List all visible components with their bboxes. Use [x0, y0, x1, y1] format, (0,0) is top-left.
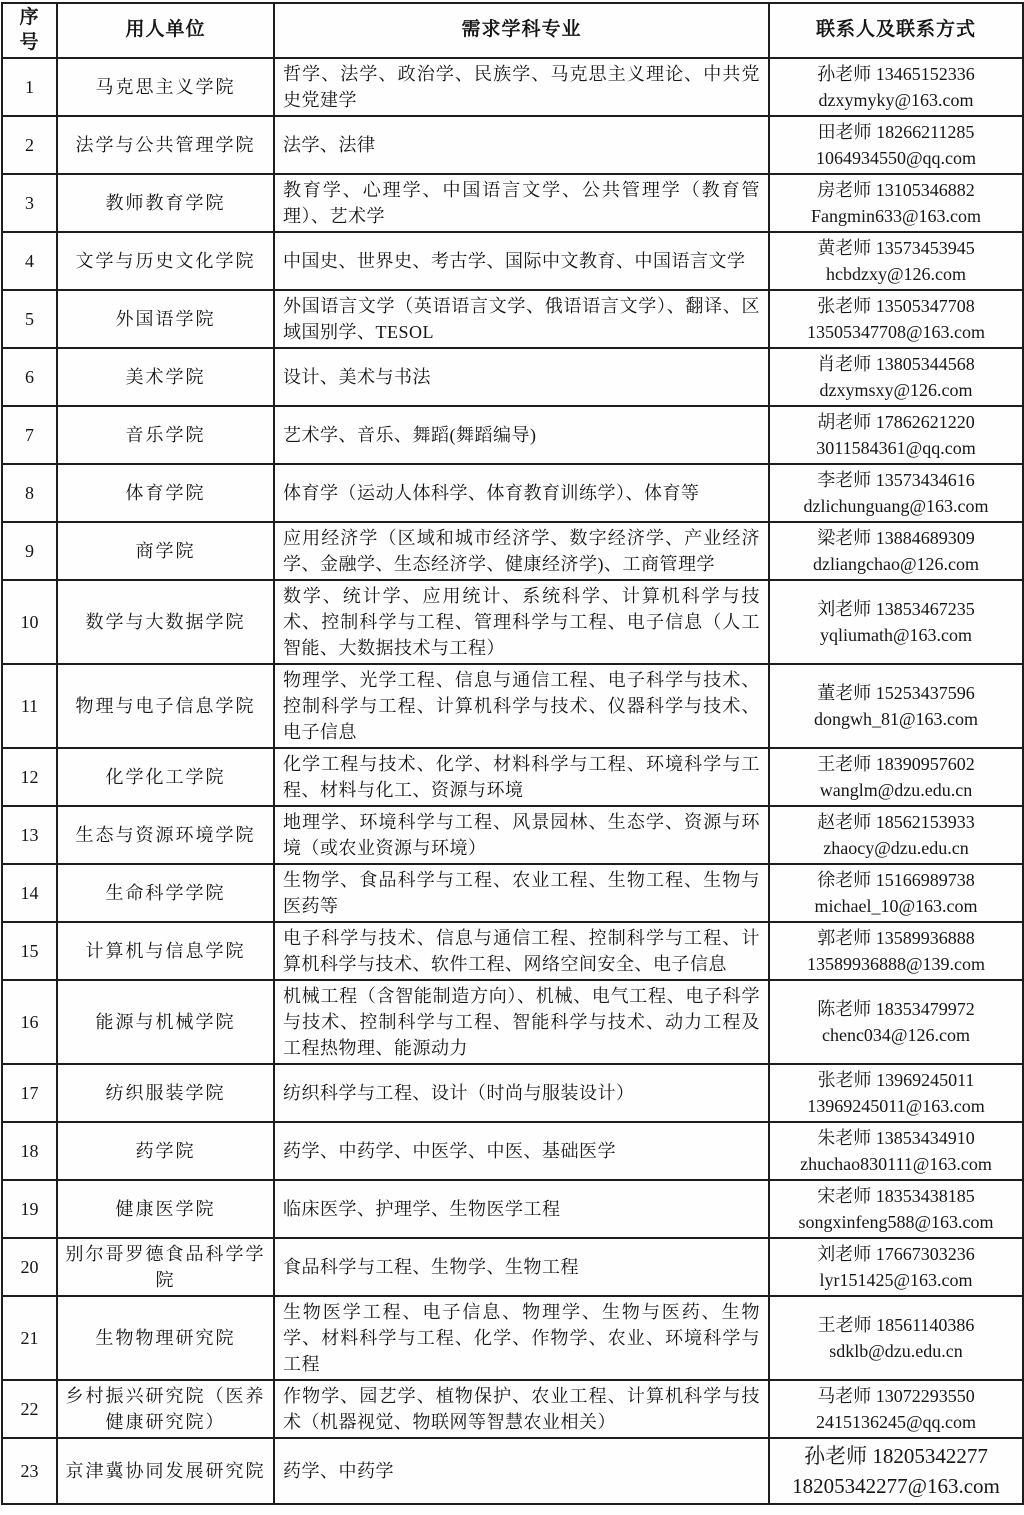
majors-text: 临床医学、护理学、生物医学工程: [274, 1180, 769, 1238]
row-number: 18: [2, 1122, 57, 1180]
contact-email: chenc034@126.com: [821, 1025, 971, 1046]
table-row: [2, 406, 1023, 464]
unit-name: 外国语学院: [57, 290, 274, 348]
contact-email: dzxymsxy@126.com: [819, 380, 973, 401]
contact-email: lyr151425@163.com: [819, 1270, 973, 1291]
contact-email: yqliumath@163.com: [819, 625, 973, 646]
row-number: 10: [2, 580, 57, 664]
contact-info: [769, 406, 1023, 464]
table-row: [2, 980, 1023, 1064]
row-number: 8: [2, 464, 57, 522]
row-number: 6: [2, 348, 57, 406]
table-row: [2, 664, 1023, 748]
contact-info: [769, 1180, 1023, 1238]
contact-email: dzlichunguang@163.com: [803, 496, 989, 517]
contact-person-phone: 赵老师 18562153933: [817, 812, 975, 833]
majors-text: 地理学、环境科学与工程、风景园林、生态学、资源与环境（或农业资源与环境）: [274, 806, 769, 864]
contact-info: [769, 1438, 1023, 1504]
row-number: 19: [2, 1180, 57, 1238]
contact-email: Fangmin633@163.com: [810, 206, 982, 227]
unit-name: 健康医学院: [57, 1180, 274, 1238]
majors-text: 生物医学工程、电子信息、物理学、生物与医药、生物学、材料科学与工程、化学、作物学、农业、环境科学与工程: [274, 1296, 769, 1380]
unit-name: 生物物理研究院: [57, 1296, 274, 1380]
contact-email: 1064934550@qq.com: [815, 148, 977, 169]
contact-person-phone: 朱老师 13853434910: [817, 1128, 975, 1149]
row-number: 14: [2, 864, 57, 922]
unit-name: 音乐学院: [57, 406, 274, 464]
contact-info: [769, 290, 1023, 348]
unit-name: 文学与历史文化学院: [57, 232, 274, 290]
majors-text: 纺织科学与工程、设计（时尚与服装设计）: [274, 1064, 769, 1122]
unit-name: 药学院: [57, 1122, 274, 1180]
contact-info: [769, 58, 1023, 116]
contact-person-phone: 张老师 13969245011: [817, 1070, 975, 1091]
contact-email: dzliangchao@126.com: [812, 554, 980, 575]
contact-person-phone: 王老师 18390957602: [817, 754, 975, 775]
unit-name: 商学院: [57, 522, 274, 580]
unit-name: 京津冀协同发展研究院: [57, 1438, 274, 1504]
row-number: 5: [2, 290, 57, 348]
col-header-no: [2, 3, 57, 58]
table-row: [2, 580, 1023, 664]
contact-email: dzxymyky@163.com: [818, 90, 974, 111]
table-row: [2, 1180, 1023, 1238]
contact-email: zhuchao830111@163.com: [800, 1154, 992, 1175]
majors-text: 哲学、法学、政治学、民族学、马克思主义理论、中共党史党建学: [274, 58, 769, 116]
row-number: 15: [2, 922, 57, 980]
row-number: 12: [2, 748, 57, 806]
contact-person-phone: 王老师 18561140386: [817, 1315, 975, 1336]
table-row: [2, 1380, 1023, 1438]
row-number: 1: [2, 58, 57, 116]
majors-text: 设计、美术与书法: [274, 348, 769, 406]
contact-info: [769, 748, 1023, 806]
majors-text: 电子科学与技术、信息与通信工程、控制科学与工程、计算机科学与技术、软件工程、网络空间安全、电子信息: [274, 922, 769, 980]
row-number: 13: [2, 806, 57, 864]
col-header-contact: 联系人及联系方式: [769, 3, 1023, 58]
unit-name: 化学化工学院: [57, 748, 274, 806]
majors-text: 化学工程与技术、化学、材料科学与工程、环境科学与工程、材料与化工、资源与环境: [274, 748, 769, 806]
contact-person-phone: 肖老师 13805344568: [817, 354, 975, 375]
contact-info: [769, 580, 1023, 664]
unit-name: 生态与资源环境学院: [57, 806, 274, 864]
contact-person-phone: 马老师 13072293550: [817, 1386, 975, 1407]
contact-info: [769, 980, 1023, 1064]
contact-person-phone: 田老师 18266211285: [817, 122, 975, 143]
table-row: [2, 290, 1023, 348]
unit-name: 法学与公共管理学院: [57, 116, 274, 174]
majors-text: 体育学（运动人体科学、体育教育训练学）、体育等: [274, 464, 769, 522]
row-number: 3: [2, 174, 57, 232]
table-row: [2, 1438, 1023, 1504]
contact-email: hcbdzxy@126.com: [825, 264, 967, 285]
unit-name: 别尔哥罗德食品科学学院: [57, 1238, 274, 1296]
table-row: [2, 522, 1023, 580]
col-header-majors: 需求学科专业: [274, 3, 769, 58]
row-number: 22: [2, 1380, 57, 1438]
majors-text: 药学、中药学、中医学、中医、基础医学: [274, 1122, 769, 1180]
table-row: [2, 464, 1023, 522]
row-number: 7: [2, 406, 57, 464]
row-number: 4: [2, 232, 57, 290]
contact-info: [769, 1122, 1023, 1180]
contact-email: 3011584361@qq.com: [816, 438, 976, 459]
header-row: [2, 3, 1023, 58]
table-row: [2, 748, 1023, 806]
contact-email: 13505347708@163.com: [806, 322, 986, 343]
contact-info: [769, 348, 1023, 406]
majors-text: 物理学、光学工程、信息与通信工程、电子科学与技术、控制科学与工程、计算机科学与技术、仪器科学与技术、电子信息: [274, 664, 769, 748]
unit-name: 马克思主义学院: [57, 58, 274, 116]
contact-email: dongwh_81@163.com: [813, 709, 979, 730]
contact-person-phone: 李老师 13573434616: [817, 470, 975, 491]
contact-person-phone: 房老师 13105346882: [817, 180, 975, 201]
majors-text: 教育学、心理学、中国语言文学、公共管理学（教育管理）、艺术学: [274, 174, 769, 232]
contact-person-phone: 陈老师 18353479972: [817, 999, 975, 1020]
row-number: 11: [2, 664, 57, 748]
table-row: [2, 174, 1023, 232]
unit-name: 美术学院: [57, 348, 274, 406]
contact-person-phone: 董老师 15253437596: [817, 683, 975, 704]
contact-person-phone: 黄老师 13573453945: [817, 238, 975, 259]
row-number: 21: [2, 1296, 57, 1380]
contact-info: [769, 174, 1023, 232]
contact-info: [769, 1238, 1023, 1296]
majors-text: 生物学、食品科学与工程、农业工程、生物工程、生物与医药等: [274, 864, 769, 922]
row-number: 16: [2, 980, 57, 1064]
unit-name: 体育学院: [57, 464, 274, 522]
unit-name: 物理与电子信息学院: [57, 664, 274, 748]
contact-person-phone: 刘老师 17667303236: [817, 1244, 975, 1265]
contact-person-phone: 张老师 13505347708: [817, 296, 975, 317]
row-number: 9: [2, 522, 57, 580]
contact-person-phone: 孙老师 18205342277: [804, 1444, 988, 1469]
majors-text: 食品科学与工程、生物学、生物工程: [274, 1238, 769, 1296]
majors-text: 艺术学、音乐、舞蹈(舞蹈编导): [274, 406, 769, 464]
contact-email: songxinfeng588@163.com: [798, 1212, 994, 1233]
contact-info: [769, 864, 1023, 922]
contact-email: wanglm@dzu.edu.cn: [819, 780, 973, 801]
unit-name: 计算机与信息学院: [57, 922, 274, 980]
majors-text: 法学、法律: [274, 116, 769, 174]
table-row: [2, 864, 1023, 922]
contact-person-phone: 梁老师 13884689309: [817, 528, 975, 549]
row-number: 23: [2, 1438, 57, 1504]
contact-info: [769, 464, 1023, 522]
contact-person-phone: 宋老师 18353438185: [817, 1186, 975, 1207]
recruitment-table: [1, 2, 1024, 1505]
contact-person-phone: 刘老师 13853467235: [817, 599, 975, 620]
contact-email: 18205342277@163.com: [792, 1474, 1000, 1499]
table-row: [2, 348, 1023, 406]
contact-info: [769, 116, 1023, 174]
contact-person-phone: 郭老师 13589936888: [817, 928, 975, 949]
row-number: 17: [2, 1064, 57, 1122]
contact-info: [769, 1380, 1023, 1438]
table-row: [2, 232, 1023, 290]
unit-name: 数学与大数据学院: [57, 580, 274, 664]
contact-info: [769, 522, 1023, 580]
contact-info: [769, 922, 1023, 980]
table-row: [2, 922, 1023, 980]
contact-person-phone: 孙老师 13465152336: [817, 64, 975, 85]
contact-email: 13589936888@139.com: [806, 954, 986, 975]
table-row: [2, 1064, 1023, 1122]
contact-info: [769, 806, 1023, 864]
contact-info: [769, 1064, 1023, 1122]
table-row: [2, 1122, 1023, 1180]
majors-text: 机械工程（含智能制造方向）、机械、电气工程、电子科学与技术、控制科学与工程、智能科学与技术、动力工程及工程热物理、能源动力: [274, 980, 769, 1064]
unit-name: 纺织服装学院: [57, 1064, 274, 1122]
contact-email: sdklb@dzu.edu.cn: [829, 1341, 963, 1362]
majors-text: 中国史、世界史、考古学、国际中文教育、中国语言文学: [274, 232, 769, 290]
contact-info: [769, 232, 1023, 290]
row-number: 2: [2, 116, 57, 174]
contact-person-phone: 徐老师 15166989738: [817, 870, 975, 891]
contact-email: 13969245011@163.com: [807, 1096, 985, 1117]
majors-text: 应用经济学（区域和城市经济学、数字经济学、产业经济学、金融学、生态经济学、健康经济学)、工商管理学: [274, 522, 769, 580]
table-row: [2, 1238, 1023, 1296]
majors-text: 药学、中药学: [274, 1438, 769, 1504]
unit-name: 能源与机械学院: [57, 980, 274, 1064]
contact-email: 2415136245@qq.com: [815, 1412, 977, 1433]
unit-name: 乡村振兴研究院（医养健康研究院）: [57, 1380, 274, 1438]
majors-text: 作物学、园艺学、植物保护、农业工程、计算机科学与技术（机器视觉、物联网等智慧农业相关）: [274, 1380, 769, 1438]
table-row: [2, 806, 1023, 864]
table-row: [2, 1296, 1023, 1380]
table-row: [2, 58, 1023, 116]
col-header-no-label: 序号: [19, 7, 40, 53]
table-row: [2, 116, 1023, 174]
row-number: 20: [2, 1238, 57, 1296]
contact-info: [769, 664, 1023, 748]
contact-info: [769, 1296, 1023, 1380]
majors-text: 外国语言文学（英语语言文学、俄语语言文学）、翻译、区域国别学、TESOL: [274, 290, 769, 348]
unit-name: 教师教育学院: [57, 174, 274, 232]
unit-name: 生命科学学院: [57, 864, 274, 922]
contact-person-phone: 胡老师 17862621220: [817, 412, 975, 433]
contact-email: zhaocy@dzu.edu.cn: [823, 838, 969, 859]
majors-text: 数学、统计学、应用统计、系统科学、计算机科学与技术、控制科学与工程、管理科学与工程、电子信息（人工智能、大数据技术与工程）: [274, 580, 769, 664]
contact-email: michael_10@163.com: [814, 896, 978, 917]
col-header-unit: 用人单位: [57, 3, 274, 58]
